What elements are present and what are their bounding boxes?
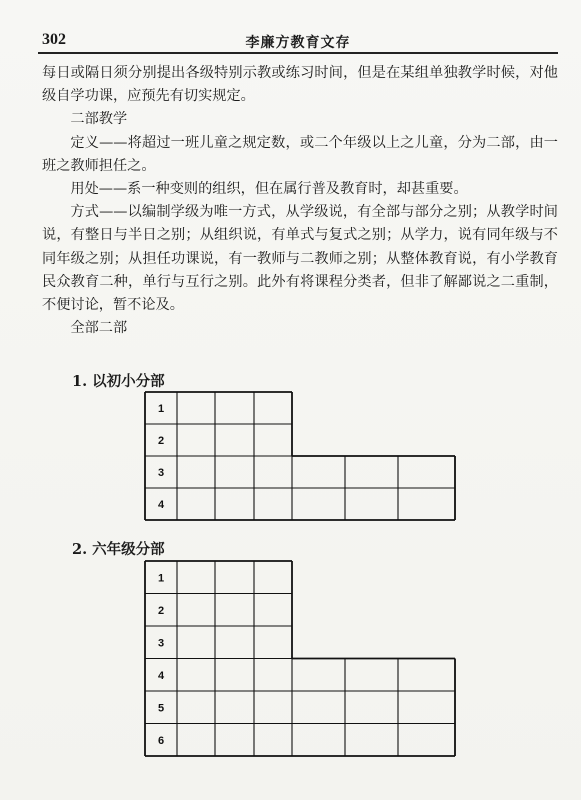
row-number: 6 [158,734,165,747]
row-number: 5 [158,702,165,715]
page-number: 302 [42,31,66,48]
row-number: 3 [158,637,165,650]
grid-six-grade-split [145,561,455,756]
row-number: 3 [158,467,165,479]
row-number: 2 [158,604,165,617]
subheading-full-two-part: 全部二部 [70,320,128,337]
row-number: 2 [158,435,165,447]
row-number: 4 [158,669,165,682]
paragraph-methods: 方式——以编制学级为唯一方式，从学级说，有全部与部分之别；从教学时间说，有整日与半日之别；从组织说，有单式与复式之别；从学力，说有同年级与不同年级之别；从担任功课说，有一教师与二教师之别；从整体教育说，有小学教育民众教育二种，单行与互行之别。此外有将课程分类者，但非了解鄙说之二重制，不便讨论，暂不论及。 [42,204,558,314]
row-number: 1 [158,403,165,415]
paragraph-usage: 用处——系一种变则的组织，但在属行普及教育时，却甚重要。 [70,181,468,198]
paragraph-definition: 定义——将超过一班儿童之规定数，或二个年级以上之儿童，分为二部，由一班之教师担任之。 [42,134,558,174]
paragraph-continuation: 每日或隔日须分别提出各级特别示教或练习时间，但是在某组单独教学时候，对他级自学功课，应预先有切实规定。 [42,65,558,105]
section-heading-1: 1. 以初小分部 [72,373,165,390]
running-title: 李廉方教育文存 [245,35,351,51]
grid-primary-split [145,392,455,520]
subheading-two-part-teaching: 二部教学 [70,111,128,128]
section-heading-2: 2. 六年级分部 [72,541,165,558]
row-number: 1 [158,572,165,585]
row-number: 4 [158,499,165,511]
